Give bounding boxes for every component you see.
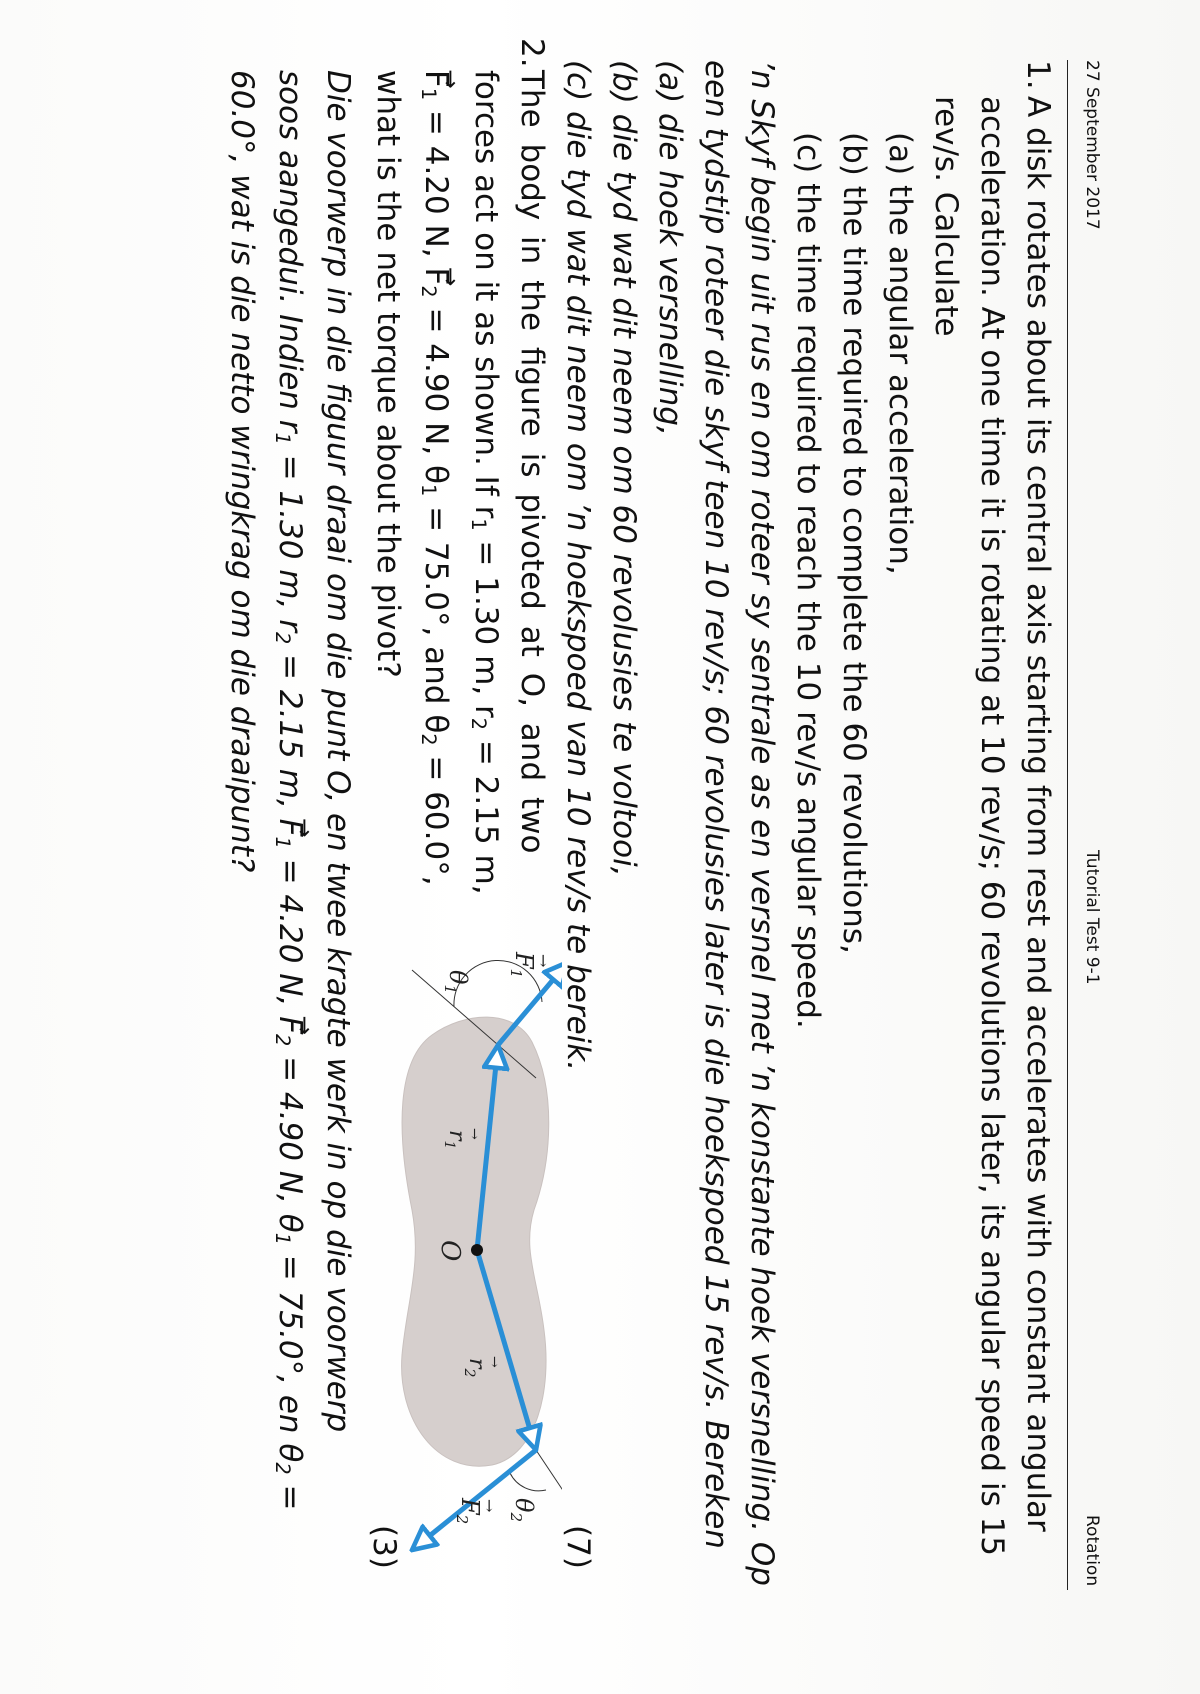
- q2-af-line1: Die voorwerp in die figuur draai om die punt O, en twee kragte werk in op die voorwerp: [320, 70, 356, 1433]
- F2-label: $F_2$: [453, 1498, 484, 1525]
- r2-arrow-accent: →: [486, 1356, 502, 1368]
- pivot-label: O: [435, 1240, 465, 1262]
- header-title: Tutorial Test 9-1: [1082, 850, 1102, 985]
- q1-af-a: (a) die hoek versnelling,: [652, 60, 688, 436]
- reference-line-2: [536, 1450, 562, 1495]
- q1-af-line2: een tydstip roteer die skyf teen 10 rev/s; 60 revolusies later is die hoekspoed 15 rev/s. Bereken: [698, 60, 734, 1549]
- r1-label: $r_1$: [441, 1130, 469, 1150]
- header-rule: [1067, 60, 1068, 1590]
- q1-en-b: (b) the time required to complete the 60 revolutions,: [836, 132, 872, 954]
- q2-en-line3: → $F_1 = 4.20$ N, → $F_2 = 4.90$ N, $\theta_1 = 75.0^\circ$, and $\theta_2 = 60.0^\circ$,: [408, 70, 456, 886]
- torque-figure: [392, 950, 562, 1590]
- q1-en-c: (c) the time required to reach the 10 rev/s angular speed.: [790, 132, 826, 1029]
- r2-label: $r_2$: [461, 1358, 489, 1378]
- q2-en-line1: The body in the figure is pivoted at O, and two: [514, 70, 550, 854]
- q2-number: 2.: [514, 38, 550, 68]
- theta2-label: $\theta_2$: [507, 1498, 538, 1522]
- q2-af-line2: soos aangedui. Indien $r_1 = 1.30$ m, $r_2 = 2.15$ m, → $F_1 = 4.20$ N, → $F_2 = 4.90$ N, $\theta_1 = 75.0^\circ$, en $\theta_2$ =: [262, 70, 310, 1510]
- q1-en-line2: acceleration. At one time it is rotating at 10 rev/s; 60 revolutions later, its angular speed is 15: [974, 96, 1010, 1557]
- r1-arrow-accent: →: [466, 1128, 482, 1140]
- q1-af-c: (c) die tyd wat dit neem om ’n hoekspoed van 10 rev/s te bereik.: [560, 60, 596, 1072]
- q2-af-line3: 60.0°, wat is die netto wringkrag om die draaipunt?: [224, 70, 260, 873]
- header-date: 27 September 2017: [1082, 60, 1102, 230]
- q1-en-line3: rev/s. Calculate: [928, 96, 964, 337]
- rigid-body-shape: [402, 1017, 549, 1466]
- F2-arrow-accent: →: [480, 1499, 499, 1513]
- header-topic: Rotation: [1082, 1515, 1102, 1587]
- F1-arrow-accent: →: [534, 954, 553, 968]
- q2-marks: (3): [366, 1525, 402, 1569]
- q2-en-line4: what is the net torque about the pivot?: [370, 70, 406, 678]
- pivot-point: [471, 1244, 483, 1256]
- rotated-page-content: [0, 38, 1110, 1660]
- q2-en-line2: forces act on it as shown. If $r_1 = 1.30$ m, $r_2 = 2.15$ m,: [467, 70, 504, 895]
- q1-af-b: (b) die tyd wat dit neem om 60 revolusies te voltooi,: [606, 60, 642, 877]
- theta1-label: $\theta_1$: [441, 970, 472, 994]
- q1-marks: (7): [560, 1525, 596, 1569]
- q1-en-a: (a) the angular acceleration,: [882, 132, 918, 575]
- F1-label: $F_1$: [507, 952, 538, 979]
- theta2-arc: [510, 1473, 546, 1491]
- q1-af-line1: ’n Skyf begin uit rus en om roteer sy sentrale as en versnel met ’n konstante hoek versnelling. Op: [744, 60, 780, 1586]
- q1-number: 1.: [1020, 60, 1056, 90]
- q1-en-line1: A disk rotates about its central axis starting from rest and accelerates with constant angular: [1020, 96, 1056, 1532]
